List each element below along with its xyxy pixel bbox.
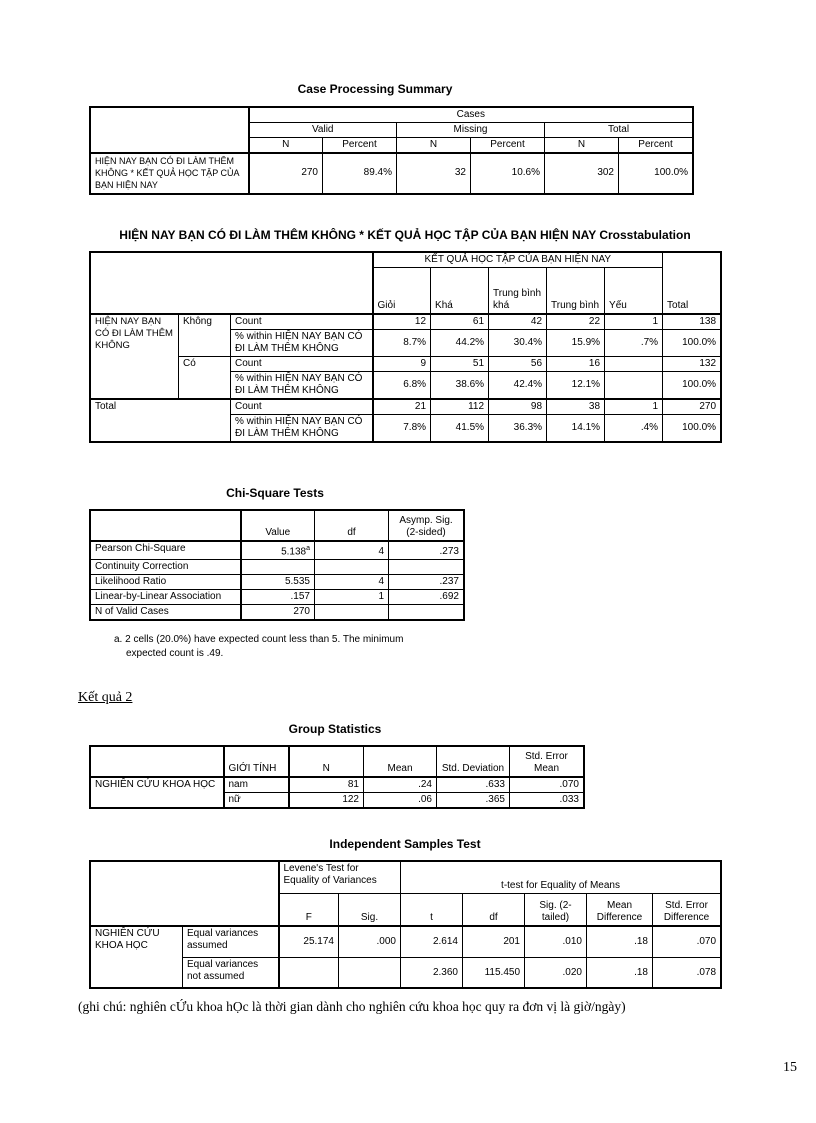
col-header: Mean <box>364 747 437 777</box>
cell <box>389 604 464 619</box>
cell: 122 <box>289 792 364 807</box>
col-header: df <box>463 894 525 926</box>
cell: .633 <box>437 777 510 793</box>
cell: .692 <box>389 589 464 604</box>
cell: 30.4% <box>489 329 547 356</box>
cases-header: Cases <box>249 108 693 123</box>
cell: 2.360 <box>401 958 463 988</box>
col-header: Trung bình <box>547 268 605 314</box>
cell: 42.4% <box>489 371 547 399</box>
cell <box>315 559 389 574</box>
total-label: Total <box>91 399 231 442</box>
cell: .18 <box>587 926 653 958</box>
cell: 8.7% <box>373 329 431 356</box>
cell: .4% <box>605 414 663 441</box>
cell: .033 <box>510 792 584 807</box>
row-label: Likelihood Ratio <box>91 574 241 589</box>
crosstab-title: HIỆN NAY BẠN CÓ ĐI LÀM THÊM KHÔNG * KẾT QUẢ HỌC TẬP CỦA BẠN HIỆN NAY Crosstabulation <box>119 228 691 242</box>
ind-test-table <box>90 861 721 988</box>
col-header: Std. Deviation <box>437 747 510 777</box>
col-header: N <box>289 747 364 777</box>
cell <box>241 559 315 574</box>
cell: 14.1% <box>547 414 605 441</box>
cell <box>605 356 663 371</box>
cell: 100.0% <box>663 371 721 399</box>
cell: 100.0% <box>619 153 693 193</box>
cell: 7.8% <box>373 414 431 441</box>
cell: 36.3% <box>489 414 547 441</box>
cell: 1 <box>315 589 389 604</box>
cell: 98 <box>489 399 547 415</box>
row-label: HIỆN NAY BẠN CÓ ĐI LÀM THÊM KHÔNG * KẾT QUẢ HỌC TẬP CỦA BẠN HIỆN NAY <box>91 153 249 193</box>
cell: 9 <box>373 356 431 371</box>
cell: 61 <box>431 314 489 330</box>
cell: .237 <box>389 574 464 589</box>
cell: 42 <box>489 314 547 330</box>
cell: 38.6% <box>431 371 489 399</box>
group-header: Valid <box>249 123 397 138</box>
cell: .273 <box>389 541 464 560</box>
cell: .06 <box>364 792 437 807</box>
cell: 21 <box>373 399 431 415</box>
variance-label: Equal variances not assumed <box>183 958 279 988</box>
group-label: nam <box>224 777 289 793</box>
cell: 51 <box>431 356 489 371</box>
cell: .157 <box>241 589 315 604</box>
cell: .010 <box>525 926 587 958</box>
cell <box>389 559 464 574</box>
cell: 25.174 <box>279 926 339 958</box>
row-var-label: HIỆN NAY BẠN CÓ ĐI LÀM THÊM KHÔNG <box>91 314 179 399</box>
stat-label: % within HIỆN NAY BẠN CÓ ĐI LÀM THÊM KHÔNG <box>231 414 373 441</box>
cell: 4 <box>315 541 389 560</box>
col-header: Sig. (2-tailed) <box>525 894 587 926</box>
cell: 270 <box>249 153 323 193</box>
cell <box>315 604 389 619</box>
ttest-header: t-test for Equality of Means <box>401 862 721 894</box>
col-header: Khá <box>431 268 489 314</box>
stat-label: Count <box>231 399 373 415</box>
col-header: Giỏi <box>373 268 431 314</box>
col-header: t <box>401 894 463 926</box>
group-header: Missing <box>397 123 545 138</box>
cell: 15.9% <box>547 329 605 356</box>
row-label: Pearson Chi-Square <box>91 541 241 560</box>
cell: 1 <box>605 399 663 415</box>
cell: 22 <box>547 314 605 330</box>
cell <box>605 371 663 399</box>
section-heading: Kết quả 2 <box>78 690 133 705</box>
variance-label: Equal variances assumed <box>183 926 279 958</box>
cell: .7% <box>605 329 663 356</box>
cell: 5.138$^a$ <box>241 541 315 560</box>
chi-square-footnote-1: a. 2 cells (20.0%) have expected count less than 5. The minimum <box>114 634 404 645</box>
cell: .078 <box>653 958 721 988</box>
levene-header: Levene's Test for Equality of Variances <box>279 862 401 894</box>
cell: .24 <box>364 777 437 793</box>
cell: .365 <box>437 792 510 807</box>
cell: 115.450 <box>463 958 525 988</box>
col-header: Yếu <box>605 268 663 314</box>
cell: .070 <box>510 777 584 793</box>
cell: .000 <box>339 926 401 958</box>
stat-label: Count <box>231 314 373 330</box>
cell: 44.2% <box>431 329 489 356</box>
col-header: Percent <box>323 138 397 154</box>
cell: 16 <box>547 356 605 371</box>
group-header: Total <box>545 123 693 138</box>
col-header: N <box>249 138 323 154</box>
cell <box>279 958 339 988</box>
cell: 132 <box>663 356 721 371</box>
cell: .070 <box>653 926 721 958</box>
row-label: N of Valid Cases <box>91 604 241 619</box>
col-header: Asymp. Sig. (2-sided) <box>389 511 464 541</box>
col-header: Sig. <box>339 894 401 926</box>
page-number: 15 <box>783 1060 797 1075</box>
cell <box>339 958 401 988</box>
crosstab-table <box>90 252 721 442</box>
group-label: nữ <box>224 792 289 807</box>
chi-square-title: Chi-Square Tests <box>226 486 324 500</box>
cell: 41.5% <box>431 414 489 441</box>
chi-square-footnote-2: expected count is .49. <box>126 648 224 659</box>
col-header: Value <box>241 511 315 541</box>
cell: 12.1% <box>547 371 605 399</box>
group-stats-title: Group Statistics <box>288 722 382 736</box>
col-header: GIỚI TÍNH <box>224 747 289 777</box>
case-summary-title: Case Processing Summary <box>297 82 453 96</box>
col-header: Std. Error Difference <box>653 894 721 926</box>
cell: .020 <box>525 958 587 988</box>
stat-label: % within HIỆN NAY BẠN CÓ ĐI LÀM THÊM KHÔNG <box>231 371 373 399</box>
group-stats-table <box>90 746 584 808</box>
cell: 270 <box>663 399 721 415</box>
chi-square-table <box>90 510 464 620</box>
col-header: Trung bình khá <box>489 268 547 314</box>
cell: 138 <box>663 314 721 330</box>
cell: 302 <box>545 153 619 193</box>
row-label: NGHIÊN CỨU KHOA HỌC <box>91 777 224 808</box>
cell: .18 <box>587 958 653 988</box>
group-label: Không <box>179 314 231 357</box>
cell: 4 <box>315 574 389 589</box>
cell: 12 <box>373 314 431 330</box>
cell: 56 <box>489 356 547 371</box>
col-header: N <box>397 138 471 154</box>
cell: 5.535 <box>241 574 315 589</box>
stat-label: Count <box>231 356 373 371</box>
col-header: Mean Difference <box>587 894 653 926</box>
col-header: Std. Error Mean <box>510 747 584 777</box>
cell: 32 <box>397 153 471 193</box>
cell: 38 <box>547 399 605 415</box>
case-summary-table <box>90 107 693 194</box>
col-header: F <box>279 894 339 926</box>
cell: 89.4% <box>323 153 397 193</box>
group-label: Có <box>179 356 231 399</box>
col-header: Percent <box>471 138 545 154</box>
cell: 270 <box>241 604 315 619</box>
stat-label: % within HIỆN NAY BẠN CÓ ĐI LÀM THÊM KHÔNG <box>231 329 373 356</box>
cell: 100.0% <box>663 329 721 356</box>
footnote-marker: a <box>306 544 310 552</box>
cell: 6.8% <box>373 371 431 399</box>
cell: 2.614 <box>401 926 463 958</box>
cell: 1 <box>605 314 663 330</box>
row-label: Continuity Correction <box>91 559 241 574</box>
col-header: Total <box>663 253 721 314</box>
col-header: N <box>545 138 619 154</box>
row-label: Linear-by-Linear Association <box>91 589 241 604</box>
col-header: Percent <box>619 138 693 154</box>
footer-note: (ghi chú: nghiên cỨu khoa hỌc là thời gian dành cho nghiên cứu khoa học quy ra đơn vị là giờ/ngày) <box>78 999 626 1014</box>
cell: 81 <box>289 777 364 793</box>
cell: 100.0% <box>663 414 721 441</box>
cell: 201 <box>463 926 525 958</box>
cell: 112 <box>431 399 489 415</box>
col-group-header: KẾT QUẢ HỌC TẬP CỦA BẠN HIỆN NAY <box>373 253 663 268</box>
col-header: df <box>315 511 389 541</box>
row-label: NGHIÊN CỨU KHOA HỌC <box>91 926 183 988</box>
cell: 10.6% <box>471 153 545 193</box>
ind-test-title: Independent Samples Test <box>329 837 481 851</box>
